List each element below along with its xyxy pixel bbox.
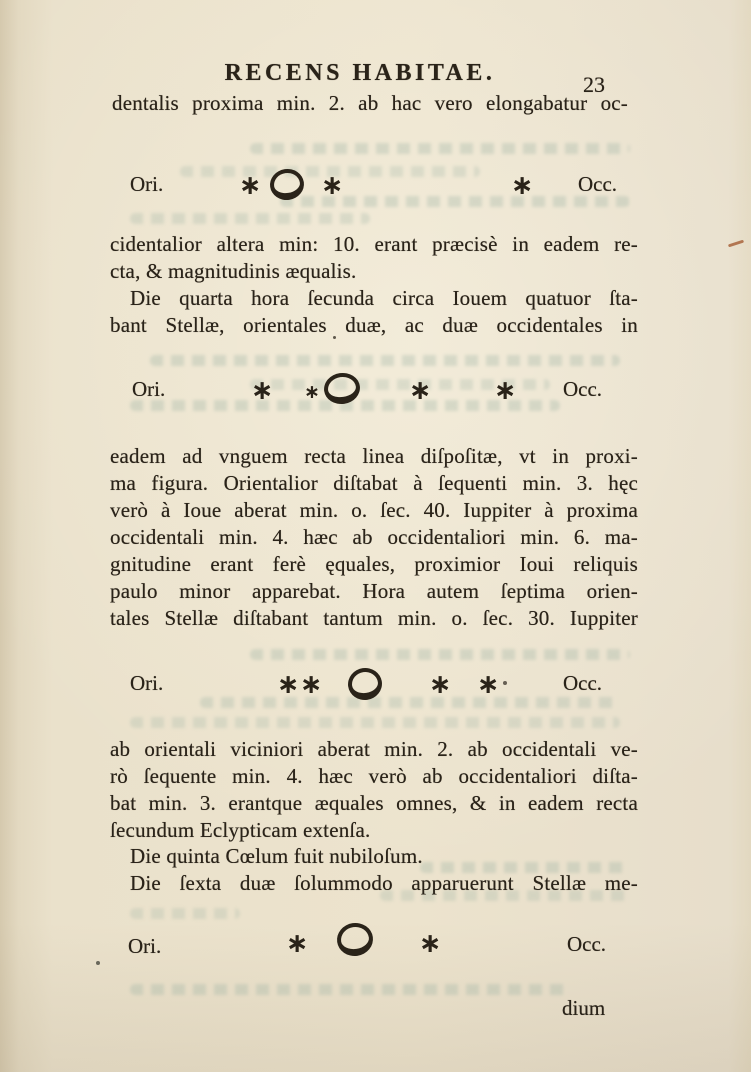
text-line: gnitudine erant ferè ęquales, proximior Ioui reliquis — [110, 552, 638, 576]
text-line: bant Stellæ, orientales duæ, ac duæ occidentales in — [110, 313, 638, 337]
star-icon: ∗ — [276, 669, 300, 700]
text-line: Die ſexta duæ ſolummodo apparuerunt Stellæ me- — [130, 871, 638, 895]
star-icon: ∗ — [428, 669, 452, 700]
bleedthrough-text — [250, 143, 630, 154]
star-icon: ∗ — [285, 928, 309, 959]
star-icon: ∗ — [304, 381, 320, 403]
foxing-spot — [728, 240, 744, 248]
jupiter-diagram-1 — [110, 164, 650, 208]
text-line: cta, & magnitudinis æqualis. — [110, 259, 357, 283]
star-icon: ∗ — [476, 669, 500, 700]
bleedthrough-text — [130, 717, 620, 728]
body-text-block — [110, 231, 638, 285]
body-text-block — [110, 285, 638, 339]
text-line: bat min. 3. erantque æquales omnes, & in eadem recta — [110, 791, 638, 815]
occ-label: Occ. — [578, 172, 618, 196]
star-icon: ∗ — [408, 375, 432, 406]
text-line: Die quarta hora ſecunda circa Iouem quatuor ſta- — [130, 286, 638, 310]
star-icon: ∗ — [320, 170, 344, 201]
bleedthrough-text — [150, 355, 620, 366]
running-title: RECENS HABITAE. — [224, 60, 496, 86]
text-line: dentalis proxima min. 2. ab hac vero elongabatur oc- — [112, 91, 628, 115]
occ-label: Occ. — [567, 932, 607, 956]
jupiter-diagram-3 — [110, 663, 650, 707]
occ-label: Occ. — [563, 377, 603, 401]
text-line: eadem ad vnguem recta linea diſpoſitæ, vt in proxi- — [110, 444, 638, 468]
star-icon: ∗ — [493, 375, 517, 406]
star-icon: ∗ — [418, 928, 442, 959]
catchword: dium — [562, 996, 606, 1020]
jupiter-diagram-2 — [110, 369, 650, 413]
text-line: paulo minor apparebat. Hora autem ſeptima orien- — [110, 579, 638, 603]
bleedthrough-text — [250, 649, 630, 660]
body-text-block — [110, 443, 638, 632]
ori-label: Ori. — [130, 172, 164, 196]
text-line: ab orientali viciniori aberat min. 2. ab occidentali ve- — [110, 737, 638, 761]
ori-label: Ori. — [130, 671, 164, 695]
jupiter-diagram-4 — [110, 918, 650, 970]
page-number: 23 — [583, 72, 605, 97]
text-line: tales Stellæ diſtabant tantum min. o. ſec. 30. Iuppiter — [110, 606, 638, 630]
bleedthrough-text — [130, 213, 370, 224]
text-line: ma figura. Orientalior diſtabat à ſequenti min. 3. hęc — [110, 471, 638, 495]
body-text-block — [110, 843, 638, 870]
star-icon: ∗ — [299, 669, 323, 700]
text-line: occidentali min. 4. hæc ab occidentaliori min. 6. ma- — [110, 525, 638, 549]
occ-label: Occ. — [563, 671, 603, 695]
jupiter-circle-icon — [335, 921, 375, 959]
text-line: verò à Ioue aberat min. o. ſec. 40. Iuppiter à proxima — [110, 498, 638, 522]
ori-label: Ori. — [132, 377, 166, 401]
star-icon: ∗ — [238, 170, 262, 201]
star-icon: ∗ — [510, 170, 534, 201]
text-line: ſecundum Eclypticam extenſa. — [110, 818, 371, 842]
body-text-block — [110, 870, 638, 897]
body-text-block — [112, 90, 628, 117]
ori-label: Ori. — [128, 934, 162, 958]
jupiter-circle-icon — [346, 666, 384, 702]
body-text-block — [110, 736, 638, 844]
star-icon: ∗ — [250, 375, 274, 406]
text-line: rò ſequente min. 4. hæc verò ab occidentaliori diſta- — [110, 764, 638, 788]
ink-speck — [96, 961, 100, 965]
bleedthrough-text — [130, 984, 570, 995]
jupiter-circle-icon — [322, 371, 362, 407]
text-line: Die quinta Cœlum fuit nubiloſum. — [130, 844, 423, 868]
text-line: cidentalior altera min: 10. erant præcisè in eadem re- — [110, 232, 638, 256]
jupiter-circle-icon — [268, 167, 306, 202]
